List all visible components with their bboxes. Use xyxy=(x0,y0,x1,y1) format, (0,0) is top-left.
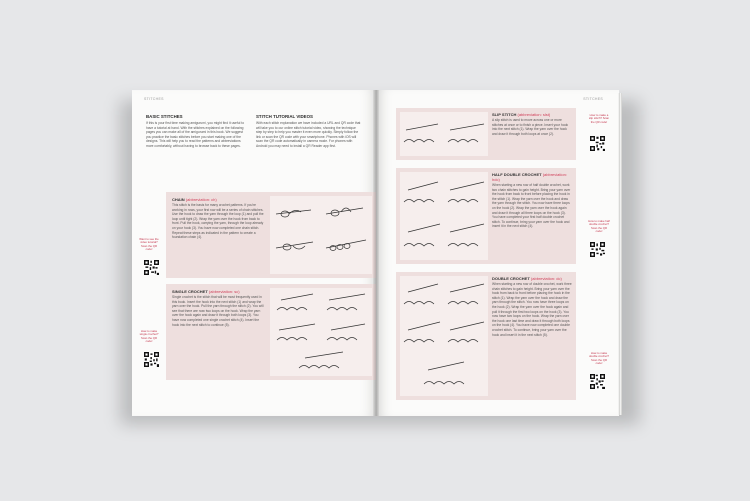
stitch-name: CHAIN xyxy=(172,197,185,202)
stitch-abbr: (abbreviation: sc) xyxy=(208,289,240,294)
stitch-body: When starting a new row of double crochet, work three chain stitches to gain height. Bring your yarn over the hook from back to front before placing the hook in the stitch (1). Wrap the yarn over the hook and draw the yarn through the stitch. You now have three loops on the hook (2). Wrap the yarn over the hook again and pull it through the first two loops on the hook (3). You now have two loops on the hook. Wrap the yarn over the hook one last time and draw it through both loops on the hook (4). You have now completed one double crochet stitch. To continue, bring your yarn over the hook and insert it in the next stitch (5). xyxy=(492,282,572,337)
qr-code-icon[interactable] xyxy=(590,374,605,389)
qr-code-icon[interactable] xyxy=(590,242,605,257)
video-note: Want to see the video tutorial? Scan the QR code! xyxy=(139,237,159,252)
crochet-hook-diagram xyxy=(270,288,372,376)
qr-code-icon[interactable] xyxy=(590,136,605,151)
stitch-title xyxy=(492,276,572,281)
basic-stitches-section xyxy=(146,114,246,149)
page-header: STITCHES xyxy=(583,97,603,101)
double-crochet-illustration xyxy=(400,276,488,396)
slip-stitch-panel xyxy=(396,108,576,160)
chain-illustration xyxy=(270,196,372,274)
stitch-title xyxy=(492,112,572,117)
double-crochet-panel xyxy=(396,272,576,400)
video-note: How to make single crochet? Scan the QR code! xyxy=(139,329,159,344)
right-page xyxy=(376,90,619,416)
half-double-crochet-illustration xyxy=(400,172,488,260)
stitch-title xyxy=(492,172,572,182)
section-heading: BASIC STITCHES xyxy=(146,114,183,119)
stitch-abbr: (abbreviation: slst) xyxy=(517,112,551,117)
qr-code-icon[interactable] xyxy=(144,352,159,367)
stitch-body: Single crochet is the stitch that will be most frequently used in this book. Insert the hook into the next stitch (1) and wrap the yarn over the hook. Pull the yarn through the stitch (2). You will see that there are now two loops on the hook. Wrap the yarn over the hook again and draw it through both loops (3). You have now completed one single crochet stitch (4). Insert the hook into the next stitch to continue (5). xyxy=(172,295,264,327)
stitch-name: HALF DOUBLE CROCHET xyxy=(492,172,542,177)
stitch-abbr: (abbreviation: hdc) xyxy=(492,172,567,182)
crochet-hook-diagram xyxy=(270,196,372,274)
stitch-body: This stitch is the basis for many crochet patterns. If you're working in rows, your first row will be a series of chain stitches. Use the hook to draw the yarn through the loop (1) and pull the loop until tight (2). Wrap the yarn over the hook from back to front. Pull the hook, carrying the yarn, through the loop already on your hook (3). You have now completed one chain stitch. Repeat these steps as indicated in the pattern to create a foundation chain (4). xyxy=(172,203,264,240)
section-body: With each stitch explanation we have included a URL and QR code that will take you to our online stitch tutorial video, showing the technique step by step to help you master it even more quickly. Simply follow the link or scan the QR code with your smartphone. Phones with iOS will scan the QR code automatically in camera mode. For phones with Android you may need to install a QR Reader app first. xyxy=(256,121,361,148)
video-note: How to make half double crochet? Scan the QR code! xyxy=(588,219,610,234)
qr-code-icon[interactable] xyxy=(144,260,159,275)
stitch-name: DOUBLE CROCHET xyxy=(492,276,530,281)
book-spine xyxy=(373,90,379,416)
video-note: How to make a slip stitch? Scan the QR code! xyxy=(588,113,610,124)
left-page xyxy=(132,90,376,416)
stitch-body: When starting a new row of half double crochet, work two chain stitches to gain height. Bring your yarn over the hook from back to front before placing the hook in the stitch (1). Wrap the yarn over the hook and draw the yarn through the stitch. You now have three loops on the hook (2). Wrap the yarn over the hook again and draw it through all three loops on the hook (3). You have completed your first half double crochet stitch. To continue, bring your yarn over the hook and insert it in the next stitch (4). xyxy=(492,183,571,229)
page-header: STITCHES xyxy=(144,97,164,101)
section-body: If this is your first time making amigurumi, you might find it useful to have a tutorial at hand. With the stitches explained on the following pages you can make all of the amigurumi in this book. We suggest you practice the basic stitches before you start making one of the designs. This will help you to read the patterns and abbreviations more comfortably, without having to browse back to these pages. xyxy=(146,121,245,148)
crochet-hook-diagram xyxy=(400,112,488,156)
single-crochet-illustration xyxy=(270,288,372,376)
stitch-name: SINGLE CROCHET xyxy=(172,289,208,294)
crochet-hook-diagram xyxy=(400,172,488,260)
stitch-title xyxy=(172,197,266,202)
crochet-hook-diagram xyxy=(400,276,488,396)
slip-stitch-illustration xyxy=(400,112,488,156)
tutorial-videos-section xyxy=(256,114,362,149)
video-note: How to make double crochet? Scan the QR code! xyxy=(589,351,609,366)
single-crochet-panel xyxy=(166,284,376,380)
stitch-name: SLIP STITCH xyxy=(492,112,517,117)
chain-panel xyxy=(166,192,376,278)
half-double-crochet-panel xyxy=(396,168,576,264)
stitch-title xyxy=(172,289,266,294)
stitch-abbr: (abbreviation: dc) xyxy=(530,276,562,281)
section-heading: STITCH TUTORIAL VIDEOS xyxy=(256,114,313,119)
stitch-abbr: (abbreviation: ch) xyxy=(185,197,217,202)
stitch-body: A slip stitch is used to move across one or more stitches at once or to finish a piece. Insert your hook into the next stitch (1). Wrap the yarn over the hook and draw it through both loops at once (2). xyxy=(492,118,569,136)
page-edges xyxy=(618,93,622,415)
